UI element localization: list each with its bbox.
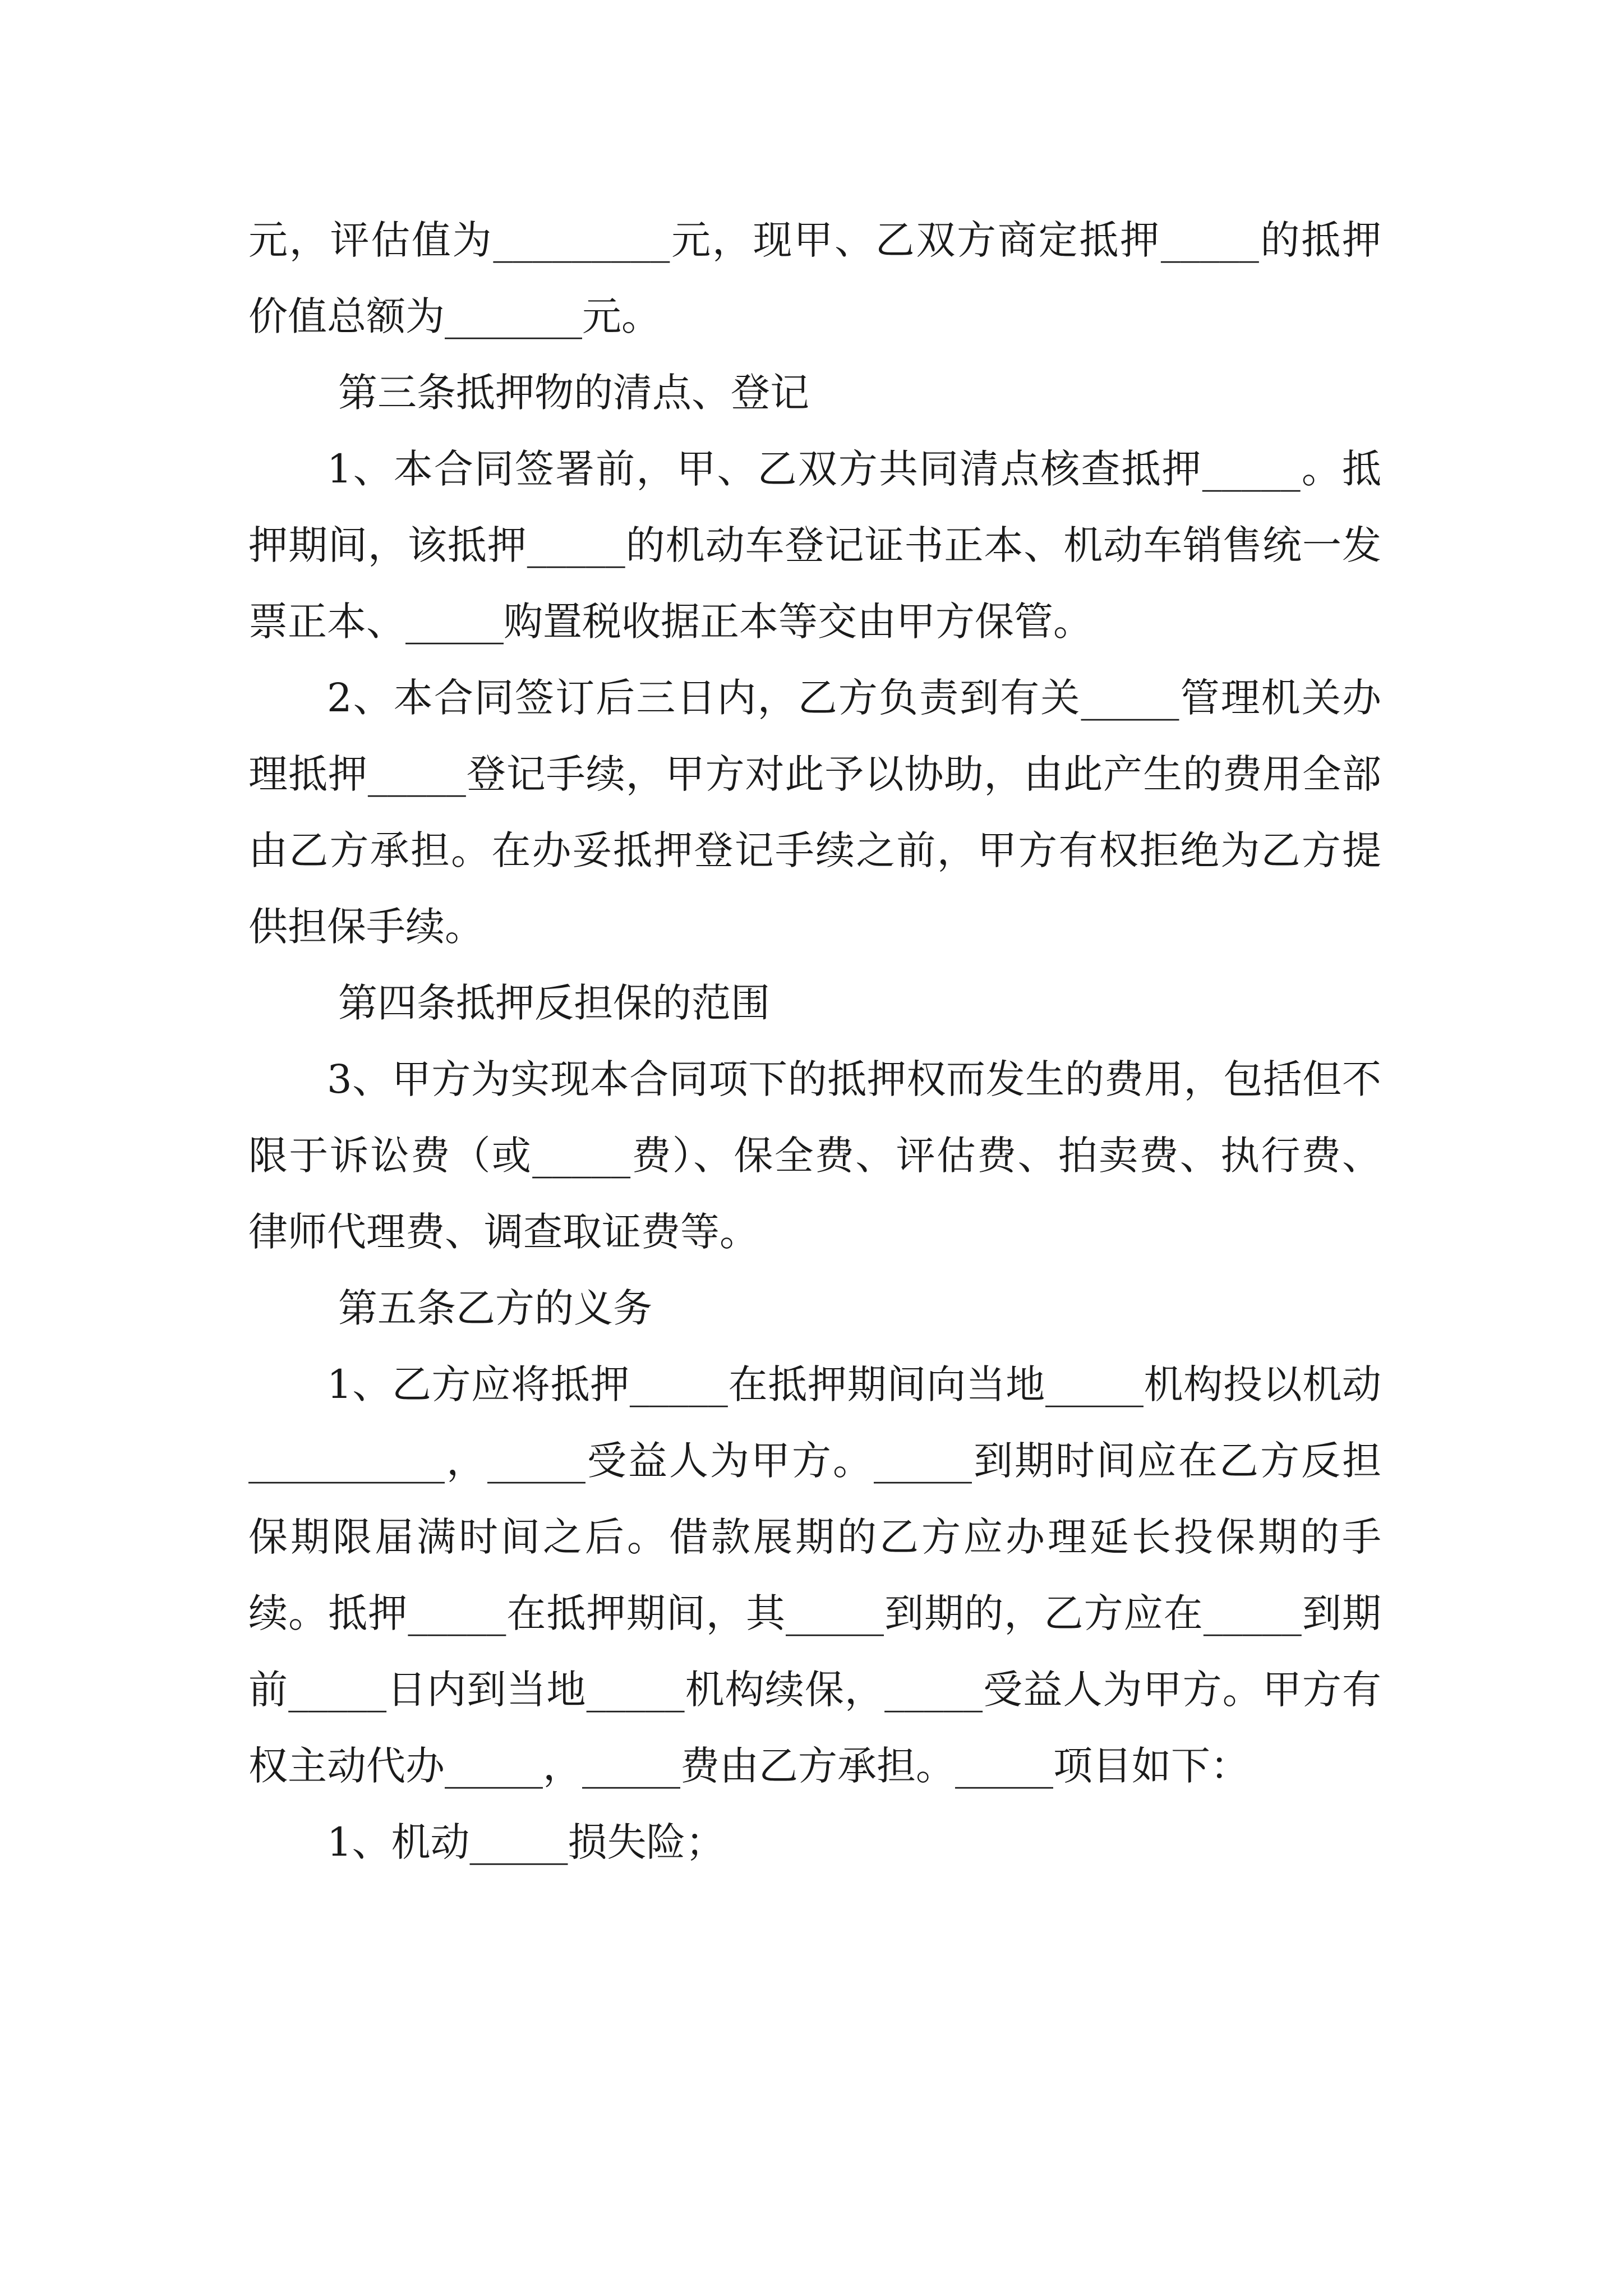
heading-article-3: 第三条抵押物的清点、登记 [338,370,809,416]
paragraph-article-3-item-1: 1、本合同签署前，甲、乙双方共同清点核查抵押_____。抵押期间，该抵押_____的机动车登记证书正本、机动车销售统一发票正本、_____购置税收据正本等交由甲方保管。 [248,446,1381,645]
paragraph-insurance-item-1: 1、机动_____损失险； [327,1819,725,1865]
paragraph-article-3-item-2: 2、本合同签订后三日内，乙方负责到有关_____管理机关办理抵押_____登记手续，甲方对此予以协助，由此产生的费用全部由乙方承担。在办妥抵押登记手续之前，甲方有权拒绝为乙方提供担保手续。 [248,675,1381,950]
heading-article-5: 第五条乙方的义务 [338,1285,652,1331]
paragraph-article-5-item-1: 1、乙方应将抵押_____在抵押期间向当地_____机构投以机动__________，_____受益人为甲方。_____到期时间应在乙方反担保期限届满时间之后。借款展期的乙方应办理延长投保期的手续。抵押_____在抵押期间，其_____到期的，乙方应在_____到期前_____日内到当地_____机构续保，_____受益人为甲方。甲方有权主动代办_____，_____费由乙方承担。_____项目如下： [248,1361,1381,1789]
contract-body [248,202,1381,1880]
paragraph-valuation: 元，评估值为_________元，现甲、乙双方商定抵押_____的抵押价值总额为_______元。 [248,217,1381,339]
heading-article-4: 第四条抵押反担保的范围 [338,980,770,1026]
paragraph-article-4-item-3: 3、甲方为实现本合同项下的抵押权而发生的费用，包括但不限于诉讼费（或_____费）、保全费、评估费、拍卖费、执行费、律师代理费、调查取证费等。 [248,1056,1381,1255]
